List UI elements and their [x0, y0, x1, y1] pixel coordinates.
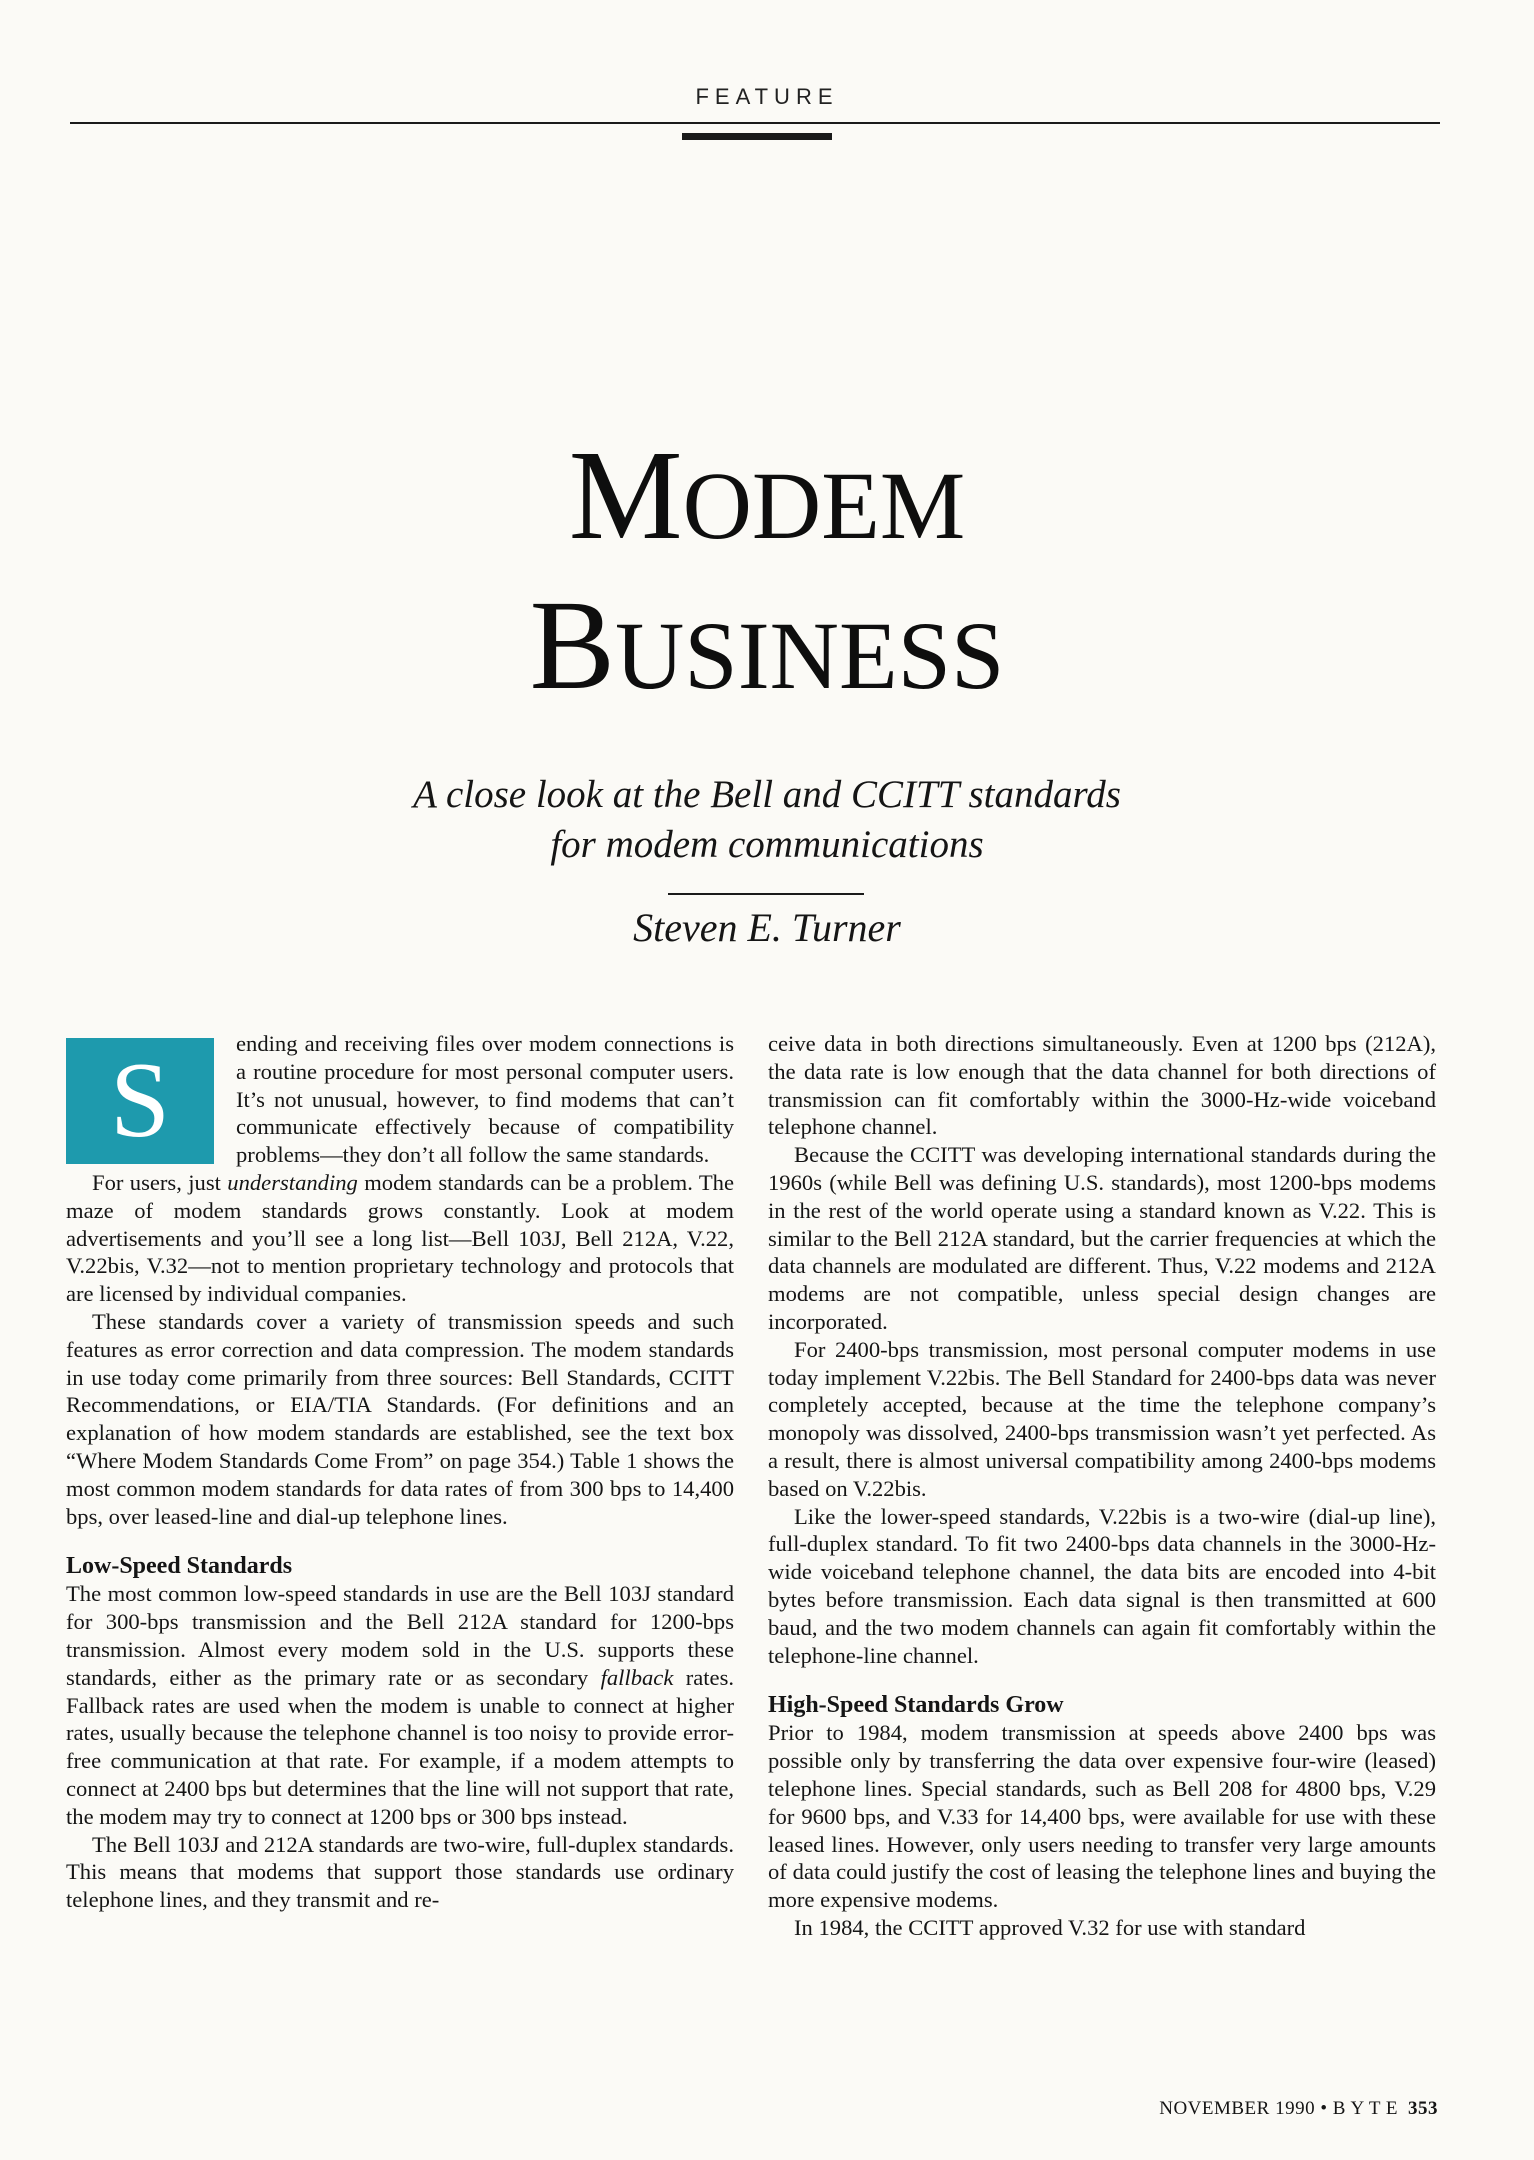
paragraph: ending and receiving files over modem connections is a routine procedure for most personal computer users. It’s not unusual, however, to find modems that can’t communicate effectively because of compatibility problems—they don’t all follow the same standards. [236, 1031, 734, 1168]
text-run: For users, just [92, 1169, 228, 1195]
paragraph: The Bell 103J and 212A standards are two-wire, full-duplex standards. This means that modems that support those standards use ordinary telephone lines, and they transmit and re- [66, 1831, 734, 1913]
title-initial: B [529, 574, 615, 716]
article-title-line2 [0, 575, 1534, 726]
text-run: rates. Fallback rates are used when the modem is unable to connect at higher rates, usually because the telephone channel is too noisy to provide error-free communication at that rate. For example, if a modem attempts to connect at 2400 bps but determines that the line will not support that rate, the modem may try to connect at 1200 bps or 300 bps instead. [66, 1664, 735, 1829]
header-rule [70, 122, 1440, 124]
paragraph [66, 1169, 734, 1308]
page-footer [1159, 2098, 1438, 2120]
issue-label: NOVEMBER 1990 • B Y T E [1159, 2098, 1398, 2119]
title-initial: M [568, 424, 683, 566]
text-run: modem standards can be a problem. The maze of modem standards grows constantly. Look at modem advertisements and you’ll see a long list—Bell 103J, Bell 212A, V.22, V.22bis, V.32—not to mention proprietary technology and protocols that are licensed by individual companies. [66, 1169, 735, 1307]
byline-rule [668, 893, 864, 895]
text-run: The most common low-speed standards in use are the Bell 103J standard for 300-bps transmission and the Bell 212A standard for 1200-bps transmission. Almost every modem sold in the U.S. supports these standards, either as the primary rate or as secondary [66, 1581, 734, 1690]
paragraph: ceive data in both directions simultaneously. Even at 1200 bps (212A), the data rate is low enough that the data channel for both directions of transmission can fit comfortably within the 3000-Hz-wide voiceband telephone channel. [768, 1031, 1436, 1140]
paragraph: These standards cover a variety of transmission speeds and such features as error correction and data compression. The modem standards in use today come primarily from three sources: Bell Standards, CCITT Recommendations, or EIA/TIA Standards. (For definitions and an explanation of how modem standards are established, see the text box “Where Modem Standards Come From” on page 354.) Table 1 shows the most common modem standards for data rates of from 300 bps to 14,400 bps, over leased-line and dial-up telephone lines. [66, 1308, 734, 1529]
article-deck [0, 770, 1534, 870]
article-column-right [768, 1030, 1436, 1942]
paragraph [66, 1580, 734, 1830]
deck-line1: A close look at the Bell and CCITT standards [413, 773, 1121, 816]
page-number: 353 [1408, 2098, 1438, 2119]
emphasis: fallback [600, 1664, 674, 1690]
deck-line2: for modem communications [550, 823, 984, 866]
emphasis: understanding [227, 1169, 358, 1195]
paragraph: Prior to 1984, modem transmission at speeds above 2400 bps was possible only by transferring the data over expensive four-wire (leased) telephone lines. Special standards, such as Bell 208 for 4800 bps, V.29 for 9600 bps, and V.33 for 14,400 bps, were available for use with these leased lines. However, only users needing to transfer very large amounts of data could justify the cost of leasing the telephone lines and buying the more expensive modems. [768, 1720, 1436, 1913]
paragraph: In 1984, the CCITT approved V.32 for use with standard [794, 1914, 1306, 1940]
section-heading: Low-Speed Standards [66, 1553, 293, 1580]
section-kicker: FEATURE [695, 84, 839, 109]
drop-cap: S [66, 1038, 214, 1164]
title-rest: USINESS [614, 602, 1005, 709]
paragraph: For 2400-bps transmission, most personal computer modems in use today implement V.22bis. The Bell Standard for 2400-bps data was never completely accepted, because at the time the telephone company’s monopoly was dissolved, 2400-bps transmission wasn’t yet perfected. As a result, there is almost universal compatibility among 2400-bps modems based on V.22bis. [768, 1336, 1436, 1501]
author-byline: Steven E. Turner [633, 905, 901, 950]
article-title-line1 [0, 425, 1534, 576]
article-column-left [66, 1030, 734, 1914]
header-accent-bar [682, 133, 832, 140]
title-rest: ODEM [682, 452, 966, 559]
paragraph: Because the CCITT was developing international standards during the 1960s (while Bell was defining U.S. standards), most 1200-bps modems in the rest of the world operate using a standard known as V.22. This is similar to the Bell 212A standard, but the carrier frequencies at which the data channels are modulated are different. Thus, V.22 modems and 212A modems are not compatible, unless special design changes are incorporated. [768, 1142, 1436, 1334]
paragraph: Like the lower-speed standards, V.22bis is a two-wire (dial-up line), full-duplex standard. To fit two 2400-bps data channels in the 3000-Hz-wide voiceband telephone channel, the data bits are encoded into 4-bit bytes before transmission. Each data signal is then transmitted at 600 baud, and the two modem channels can again fit comfortably within the telephone-line channel. [768, 1503, 1436, 1668]
section-heading: High-Speed Standards Grow [768, 1692, 1064, 1719]
